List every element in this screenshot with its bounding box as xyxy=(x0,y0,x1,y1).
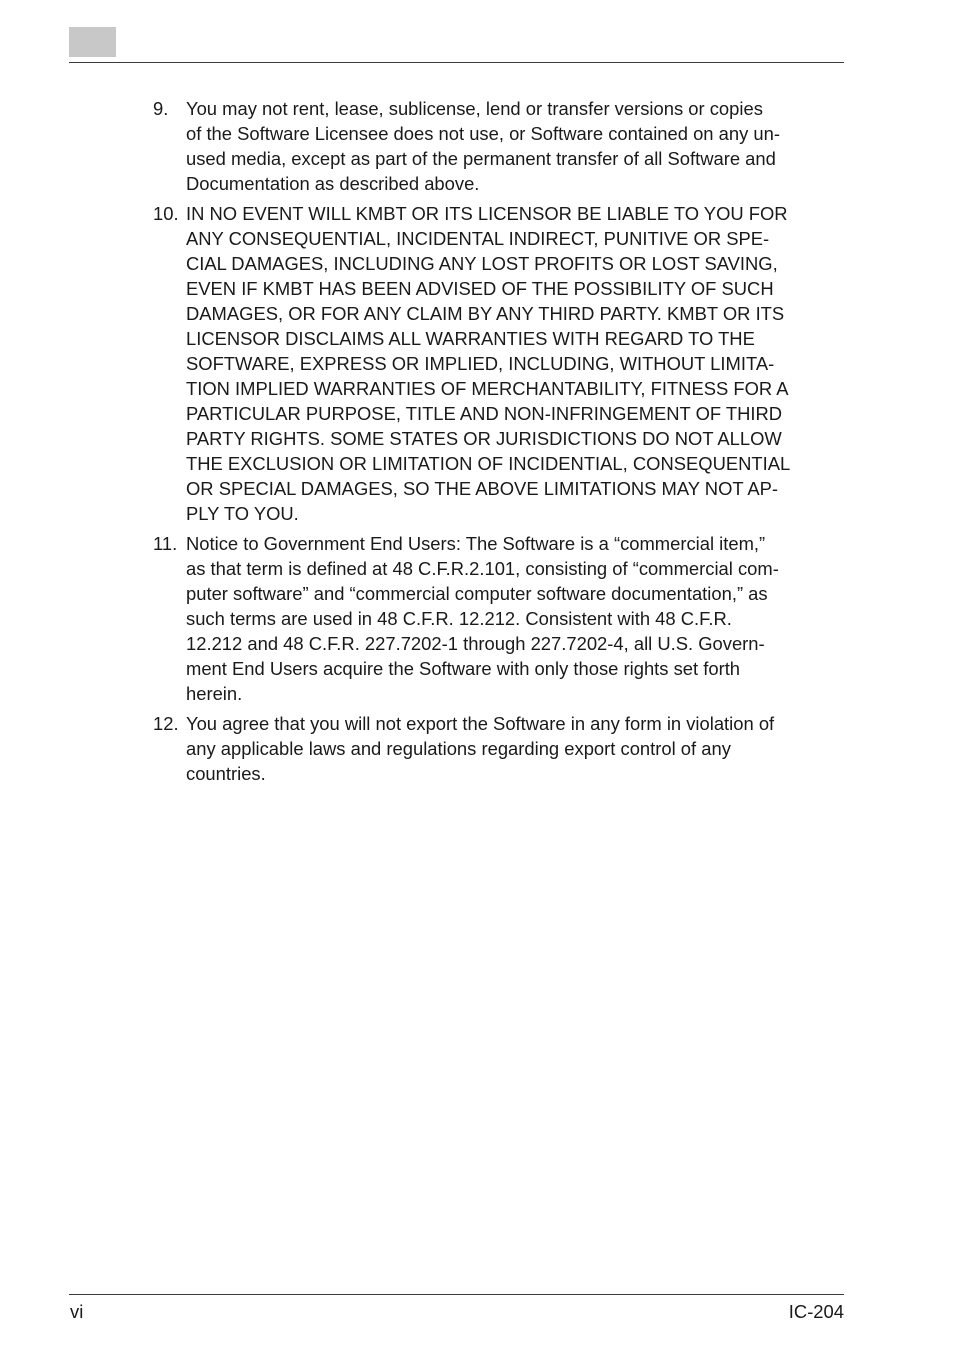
list-item-9 xyxy=(153,96,853,196)
item-text xyxy=(186,201,844,526)
text-line: such terms are used in 48 C.F.R. 12.212. Consistent with 48 C.F.R. xyxy=(186,608,732,629)
list-item-11 xyxy=(153,531,853,706)
product-name: IC-204 xyxy=(788,1301,844,1322)
text-line: ment End Users acquire the Software with only those rights set forth xyxy=(186,658,741,679)
text-line: EVEN IF KMBT HAS BEEN ADVISED OF THE POSSIBILITY OF SUCH xyxy=(186,278,774,299)
text-line: TION IMPLIED WARRANTIES OF MERCHANTABILITY, FITNESS FOR A xyxy=(186,378,789,399)
item-number: 9. xyxy=(153,98,169,119)
text-line: SOFTWARE, EXPRESS OR IMPLIED, INCLUDING, WITHOUT LIMITA- xyxy=(186,353,775,374)
text-line: OR SPECIAL DAMAGES, SO THE ABOVE LIMITATIONS MAY NOT AP- xyxy=(186,478,779,499)
text-line: You agree that you will not export the Software in any form in violation of xyxy=(186,713,775,734)
item-number: 11. xyxy=(153,533,178,554)
text-line: CIAL DAMAGES, INCLUDING ANY LOST PROFITS OR LOST SAVING, xyxy=(186,253,778,274)
page-number: vi xyxy=(70,1301,84,1322)
footer-rule xyxy=(69,1294,844,1295)
text-line: of the Software Licensee does not use, or Software contained on any un- xyxy=(186,123,780,144)
text-line: IN NO EVENT WILL KMBT OR ITS LICENSOR BE LIABLE TO YOU FOR xyxy=(186,203,788,224)
item-text xyxy=(186,96,844,196)
text-line: PARTY RIGHTS. SOME STATES OR JURISDICTIONS DO NOT ALLOW xyxy=(186,428,782,449)
text-line: You may not rent, lease, sublicense, lend or transfer versions or copies xyxy=(186,98,763,119)
item-number: 10. xyxy=(153,203,179,224)
list-item-10 xyxy=(153,201,853,526)
text-line: as that term is defined at 48 C.F.R.2.101, consisting of “commercial com- xyxy=(186,558,779,579)
text-line: Notice to Government End Users: The Software is a “commercial item,” xyxy=(186,533,766,554)
text-line: PARTICULAR PURPOSE, TITLE AND NON-INFRINGEMENT OF THIRD xyxy=(186,403,783,424)
text-line: DAMAGES, OR FOR ANY CLAIM BY ANY THIRD PARTY. KMBT OR ITS xyxy=(186,303,785,324)
text-line: ANY CONSEQUENTIAL, INCIDENTAL INDIRECT, PUNITIVE OR SPE- xyxy=(186,228,770,249)
text-line: LICENSOR DISCLAIMS ALL WARRANTIES WITH REGARD TO THE xyxy=(186,328,755,349)
text-line: THE EXCLUSION OR LIMITATION OF INCIDENTIAL, CONSEQUENTIAL xyxy=(186,453,791,474)
text-line: Documentation as described above. xyxy=(186,173,480,194)
text-line: 12.212 and 48 C.F.R. 227.7202-1 through 227.7202-4, all U.S. Govern- xyxy=(186,633,765,654)
header-rule xyxy=(69,62,844,63)
text-line: countries. xyxy=(186,763,266,784)
item-text xyxy=(186,531,844,706)
list-item-12 xyxy=(153,711,853,786)
text-line: puter software” and “commercial computer software documentation,” as xyxy=(186,583,768,604)
text-line: herein. xyxy=(186,683,243,704)
text-line: PLY TO YOU. xyxy=(186,503,299,524)
item-number: 12. xyxy=(153,713,179,734)
license-terms-list xyxy=(153,96,853,791)
item-text xyxy=(186,711,844,786)
text-line: used media, except as part of the permanent transfer of all Software and xyxy=(186,148,776,169)
text-line: any applicable laws and regulations regarding export control of any xyxy=(186,738,731,759)
header-tab-marker xyxy=(69,27,116,57)
